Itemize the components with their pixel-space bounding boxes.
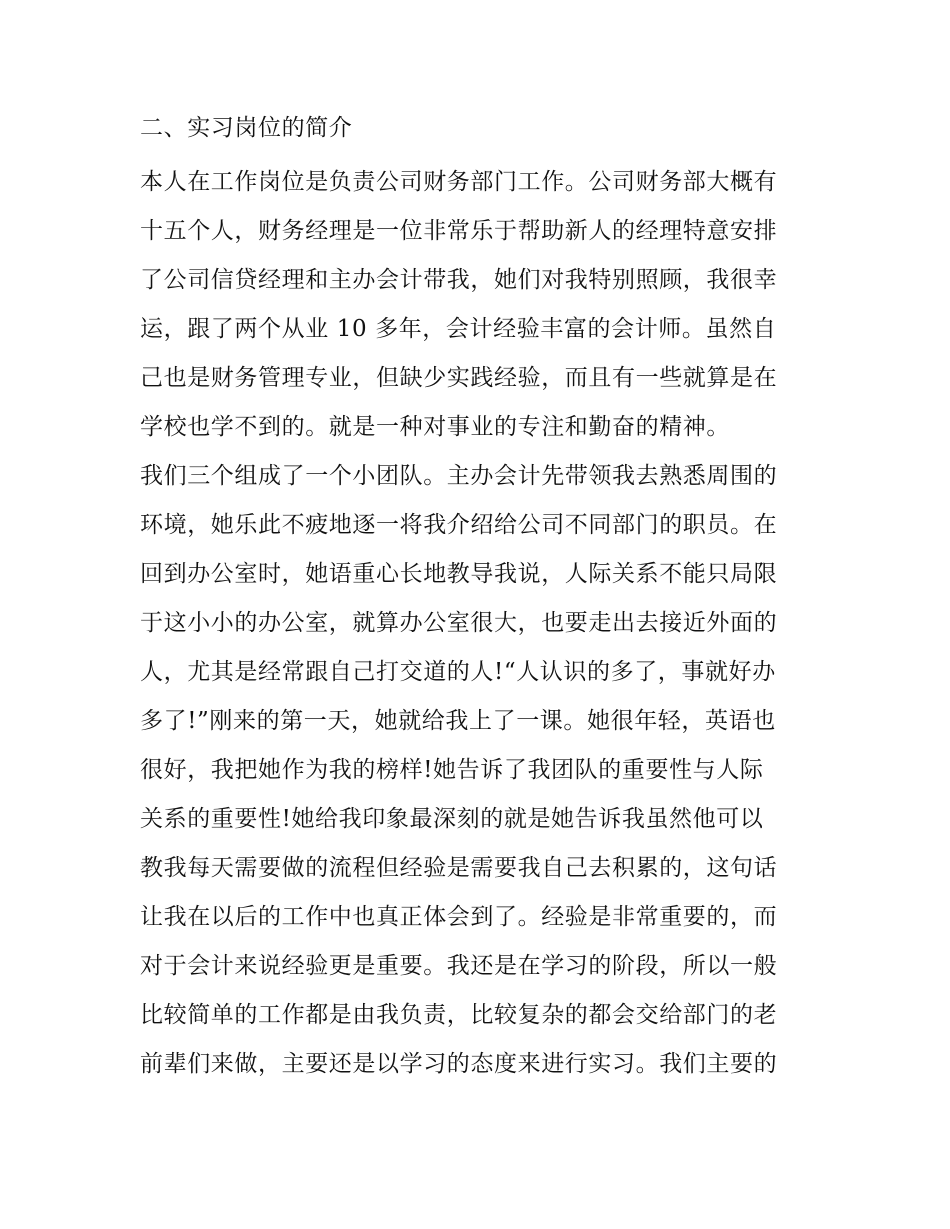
paragraph-line: 了公司信贷经理和主办会计带我，她们对我特别照顾，我很幸 <box>140 267 778 293</box>
paragraph-line: 让我在以后的工作中也真正体会到了。经验是非常重要的，而 <box>140 904 778 930</box>
paragraph-line: 运，跟了两个从业 10 多年，会计经验丰富的会计师。虽然自 <box>140 316 777 342</box>
paragraph-line: 十五个人，财务经理是一位非常乐于帮助新人的经理特意安排 <box>140 218 778 244</box>
paragraph-line: 己也是财务管理专业，但缺少实践经验，而且有一些就算是在 <box>140 365 778 391</box>
paragraph-line: 教我每天需要做的流程但经验是需要我自己去积累的，这句话 <box>140 855 778 881</box>
paragraph-line: 关系的重要性!她给我印象最深刻的就是她告诉我虽然他可以 <box>140 806 764 832</box>
section-heading: 二、实习岗位的简介 <box>140 115 353 141</box>
paragraph-line: 比较简单的工作都是由我负责，比较复杂的都会交给部门的老 <box>140 1002 778 1028</box>
paragraph-line: 环境，她乐此不疲地逐一将我介绍给公司不同部门的职员。在 <box>140 512 778 538</box>
paragraph-line: 多了!”刚来的第一天，她就给我上了一课。她很年轻，英语也 <box>140 708 776 734</box>
paragraph-line: 于这小小的办公室，就算办公室很大，也要走出去接近外面的 <box>140 610 778 636</box>
paragraph-line: 我们三个组成了一个小团队。主办会计先带领我去熟悉周围的 <box>140 463 778 489</box>
paragraph-line: 前辈们来做，主要还是以学习的态度来进行实习。我们主要的 <box>140 1051 778 1077</box>
paragraph-line: 很好，我把她作为我的榜样!她告诉了我团队的重要性与人际 <box>140 757 764 783</box>
paragraph-line: 对于会计来说经验更是重要。我还是在学习的阶段，所以一般 <box>140 953 778 979</box>
paragraph-line: 本人在工作岗位是负责公司财务部门工作。公司财务部大概有 <box>140 169 778 195</box>
paragraph-line: 回到办公室时，她语重心长地教导我说，人际关系不能只局限 <box>140 561 778 587</box>
paragraph-line: 人，尤其是经常跟自己打交道的人!“人认识的多了，事就好办 <box>140 659 776 685</box>
paragraph-line: 学校也学不到的。就是一种对事业的专注和勤奋的精神。 <box>140 414 730 440</box>
